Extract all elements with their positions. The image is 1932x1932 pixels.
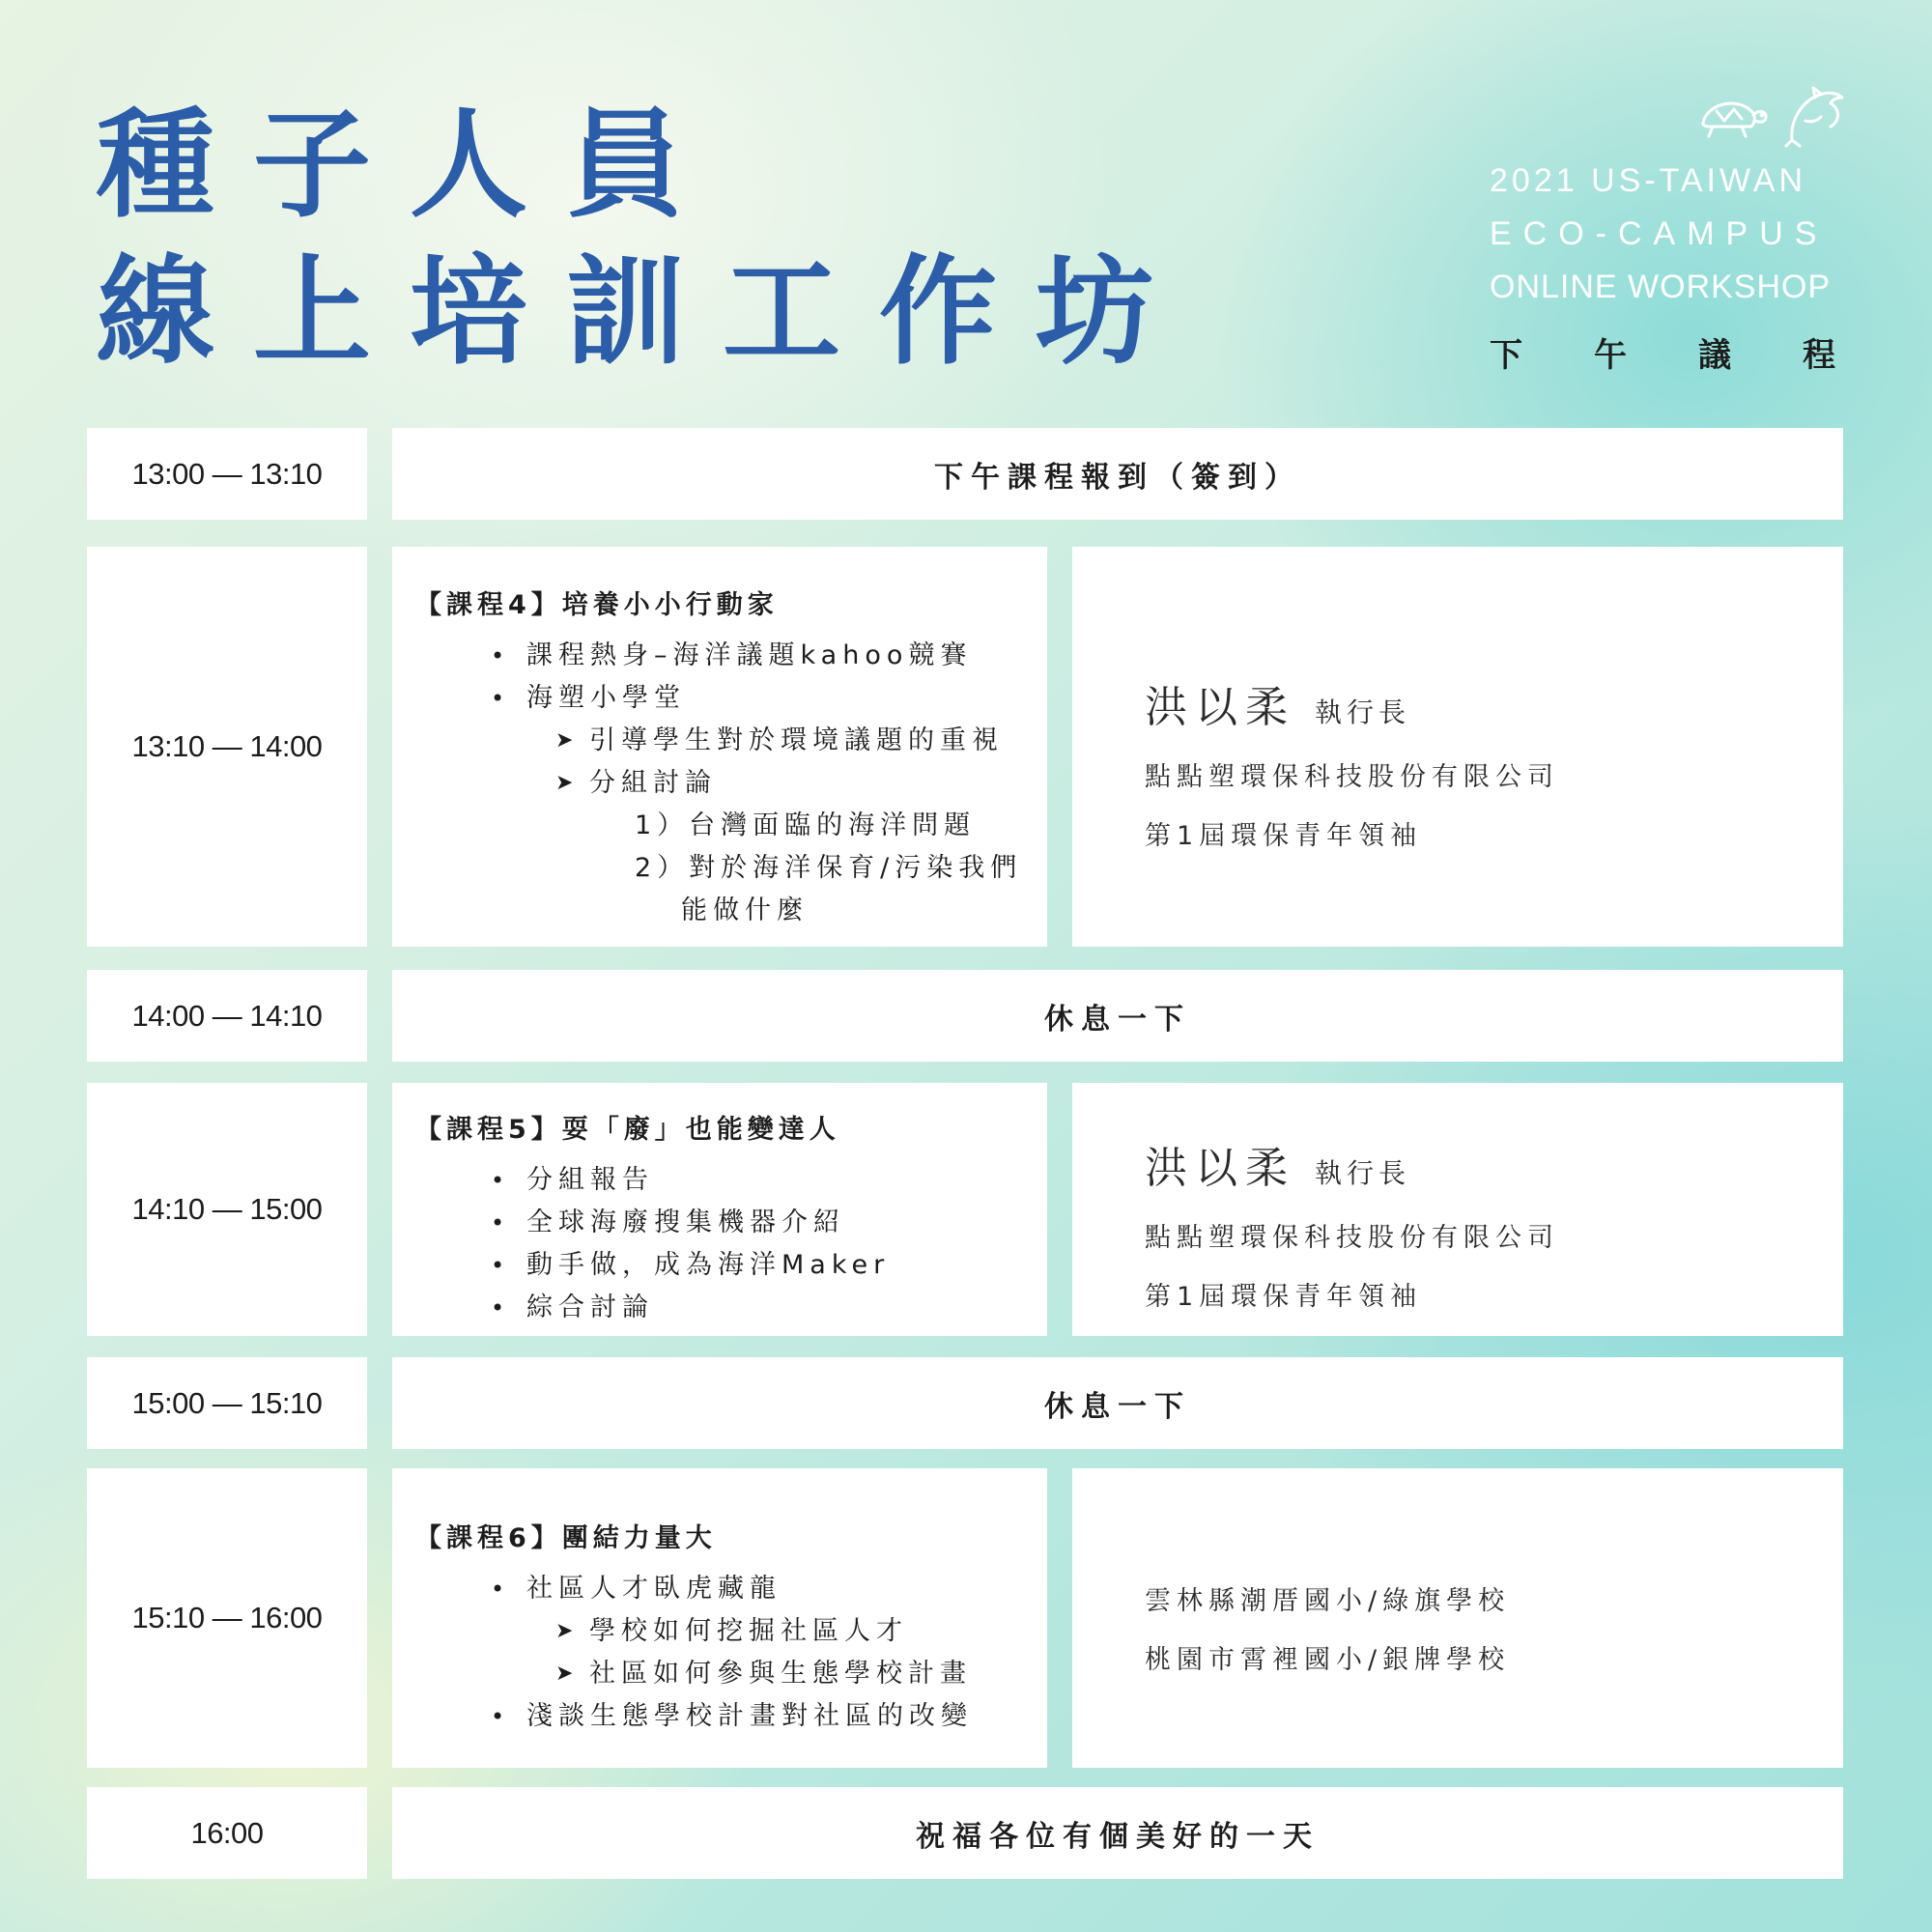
- course-title: 【課程6】團結力量大: [415, 1523, 717, 1553]
- time-cell-row1: 13:00 — 13:10: [87, 428, 367, 520]
- event-name-line3: ONLINE WORKSHOP: [1490, 269, 1832, 305]
- time-cell-row4: 14:10 — 15:00: [87, 1083, 367, 1336]
- list-item: • 動手做，成為海洋Maker: [415, 1244, 1024, 1287]
- sub-list-item: ➤ 分組討論: [415, 762, 1024, 805]
- page-title-line2: 線上培訓工作坊: [97, 243, 1192, 381]
- event-name-line2: ECO-CAMPUS: [1490, 215, 1829, 252]
- dolphin-icon: [1786, 88, 1842, 146]
- list-item: • 分組報告: [415, 1159, 1024, 1202]
- time-cell-row7: 16:00: [87, 1787, 367, 1879]
- time-cell-row2: 13:10 — 14:00: [87, 547, 367, 947]
- course-6-card: [392, 1468, 1047, 1768]
- school-name: 桃園市霄裡國小/銀牌學校: [1145, 1645, 1511, 1675]
- header-icons: [1695, 82, 1850, 150]
- sub-list-item: ➤ 引導學生對於環境議題的重視: [415, 720, 1024, 762]
- subtitle-char: 下: [1490, 336, 1522, 375]
- numbered-item: 2）對於海洋保育/污染我們: [635, 853, 1023, 883]
- break-title: 休息一下: [392, 1357, 1843, 1449]
- page-title-line1: 種子人員: [97, 97, 723, 234]
- speaker-note: 第1屆環保青年領袖: [1145, 1282, 1423, 1312]
- speaker-organization: 點點塑環保科技股份有限公司: [1145, 1223, 1559, 1253]
- schools-card: [1072, 1468, 1843, 1768]
- sub-list-item: ➤ 學校如何挖掘社區人才: [415, 1610, 1024, 1653]
- speaker-role: 執行長: [1315, 696, 1411, 728]
- subtitle-char: 午: [1594, 336, 1627, 375]
- numbered-item: 1）台灣面臨的海洋問題: [635, 810, 977, 840]
- sub-list-item: ➤ 社區如何參與生態學校計畫: [415, 1653, 1024, 1695]
- speaker-card-row2: [1072, 547, 1843, 947]
- list-item: • 海塑小學堂: [415, 677, 1024, 720]
- speaker-name: 洪以柔: [1145, 683, 1295, 732]
- closing-title: 祝福各位有個美好的一天: [392, 1787, 1843, 1879]
- agenda-subtitle: [1490, 328, 1835, 376]
- speaker-card-row4: [1072, 1083, 1843, 1336]
- course-title: 【課程4】培養小小行動家: [415, 590, 779, 620]
- list-item: • 全球海廢搜集機器介紹: [415, 1202, 1024, 1244]
- numbered-item-continued: 能做什麼: [681, 895, 809, 925]
- event-name-line1: 2021 US-TAIWAN: [1490, 162, 1807, 199]
- list-item: • 課程熱身–海洋議題kahoo競賽: [415, 635, 1024, 677]
- time-cell-row6: 15:10 — 16:00: [87, 1468, 367, 1768]
- list-item: • 社區人才臥虎藏龍: [415, 1568, 1024, 1610]
- checkin-title: 下午課程報到（簽到）: [392, 428, 1843, 520]
- course-title: 【課程5】耍「廢」也能變達人: [415, 1115, 840, 1145]
- time-cell-row5: 15:00 — 15:10: [87, 1357, 367, 1449]
- course-4-card: [392, 547, 1047, 947]
- speaker-organization: 點點塑環保科技股份有限公司: [1145, 762, 1559, 792]
- school-name: 雲林縣潮厝國小/綠旗學校: [1145, 1586, 1511, 1616]
- speaker-role: 執行長: [1315, 1157, 1411, 1189]
- speaker-name: 洪以柔: [1145, 1144, 1295, 1193]
- speaker-note: 第1屆環保青年領袖: [1145, 821, 1423, 851]
- subtitle-char: 程: [1803, 336, 1835, 375]
- subtitle-char: 議: [1698, 336, 1731, 375]
- list-item: • 淺談生態學校計畫對社區的改變: [415, 1695, 1024, 1738]
- course-5-card: [392, 1083, 1047, 1336]
- list-item: • 綜合討論: [415, 1287, 1024, 1329]
- break-title: 休息一下: [392, 970, 1843, 1062]
- time-cell-row3: 14:00 — 14:10: [87, 970, 367, 1062]
- turtle-icon: [1703, 103, 1766, 136]
